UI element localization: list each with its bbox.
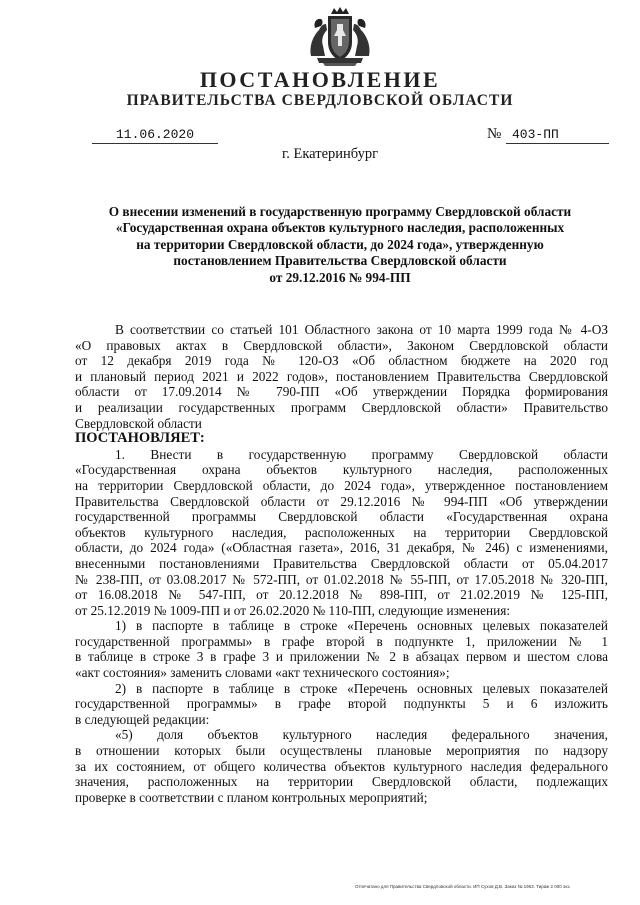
heading-line: на территории Свердловской области, до 2024 года», утвержденную (136, 236, 544, 252)
body-line: значения, расположенных на территории Свердловской области, подлежащих (75, 774, 608, 790)
body-line: внесенными постановлениями Правительства Свердловской области от 05.04.2017 (75, 555, 608, 571)
body-line: проверке в соответствии с планом контрольных мероприятий; (75, 789, 428, 805)
body-line: в следующей редакции: (75, 711, 210, 727)
body-line: в отношении которых были осуществлены плановые мероприятия по надзору (75, 743, 608, 759)
document-body (75, 322, 608, 805)
document-heading (75, 204, 605, 286)
item-1-2-quote (75, 727, 608, 805)
item-1-1-paragraph (75, 618, 608, 680)
body-line: 1) в паспорте в таблице в строке «Перечень основных целевых показателей (115, 618, 608, 634)
body-line: и плановый период 2021 и 2022 годов», постановлением Правительства Свердловской (75, 368, 608, 384)
preamble-paragraph (75, 322, 608, 431)
body-line: области от 17.09.2014 № 790-ПП «Об утверждении Порядка формирования (75, 384, 608, 400)
body-line: на территории Свердловской области, до 2024 года», утвержденное постановлением (75, 477, 608, 493)
body-line: В соответствии со статьей 101 Областного закона от 10 марта 1999 года № 4-ОЗ (115, 322, 608, 337)
number-label: № (487, 126, 502, 142)
body-line: и реализации государственных программ Свердловской области» Правительство (75, 399, 608, 415)
heading-line: «Государственная охрана объектов культурного наследия, расположенных (115, 220, 565, 236)
body-line: в таблице в строке 3 в графе 3 и приложении № 2 в абзацах первом и шестом слова (75, 649, 608, 665)
body-line: объектов культурного наследия, расположенных на территории Свердловской (75, 524, 608, 540)
body-line: «Государственная охрана объектов культурного наследия, расположенных (75, 462, 608, 478)
document-city: г. Екатеринбург (281, 146, 379, 162)
body-line: «О правовых актах в Свердловской области», Законом Свердловской области (75, 337, 608, 353)
decree-word: ПОСТАНОВЛЯЕТ: (75, 430, 205, 447)
body-line: государственной программы» в графе второй в подпункте 1, приложении № 1 (75, 633, 608, 649)
body-line: «5) доля объектов культурного наследия федерального значения, (115, 727, 608, 743)
body-line: от 25.12.2019 № 1009-ПП и от 26.02.2020 № 110-ПП, следующие изменения: (75, 602, 511, 618)
heading-line: О внесении изменений в государственную программу Свердловской области (108, 204, 572, 219)
body-line: «акт состояния» заменить словами «акт технического состояния»; (75, 665, 450, 681)
print-note: Отпечатано для Правительства Свердловской области. ИП Сухов Д.В. Заказ № 1963. Тираж 2 000 экз. (355, 884, 571, 889)
body-line: государственной программы Свердловской области «Государственная охрана (75, 509, 608, 525)
body-line: государственной программы» в графе второй подпункты 5 и 6 изложить (75, 696, 608, 712)
heading-line: постановлением Правительства Свердловской области (173, 253, 507, 269)
body-line: № 238-ПП, от 03.08.2017 № 572-ПП, от 01.02.2018 № 55-ПП, от 17.05.2018 № 320-ПП, (75, 571, 608, 587)
body-line: области, до 2024 года» («Областная газета», 2016, 31 декабря, № 246) с изменениями, (75, 540, 608, 556)
document-title: ПОСТАНОВЛЕНИЕ (199, 67, 441, 92)
body-line: от 16.08.2018 № 547-ПП, от 20.12.2018 № 898-ПП, от 21.02.2019 № 125-ПП, (75, 587, 608, 603)
item-1-2-paragraph (75, 681, 608, 728)
document-subtitle: ПРАВИТЕЛЬСТВА СВЕРДЛОВСКОЙ ОБЛАСТИ (126, 92, 514, 109)
document-number: 403-ПП (506, 127, 609, 144)
body-line: 1. Внести в государственную программу Свердловской области (115, 446, 608, 462)
body-line: за их состоянием, от общего количества объектов культурного наследия федерального (75, 758, 608, 774)
document-date: 11.06.2020 (92, 127, 218, 144)
heading-line: от 29.12.2016 № 994-ПП (269, 269, 411, 285)
body-line: Свердловской области (75, 415, 202, 431)
body-line: Правительства Свердловской области от 29.12.2016 № 994-ПП «Об утверждении (75, 493, 608, 509)
body-line: от 12 декабря 2019 года № 120-ОЗ «Об областном бюджете на 2020 год (75, 353, 608, 369)
body-line: 2) в паспорте в таблице в строке «Перечень основных целевых показателей (115, 680, 608, 696)
item-1-paragraph (75, 447, 608, 619)
sverdlovsk-coat-of-arms-icon (301, 6, 379, 66)
